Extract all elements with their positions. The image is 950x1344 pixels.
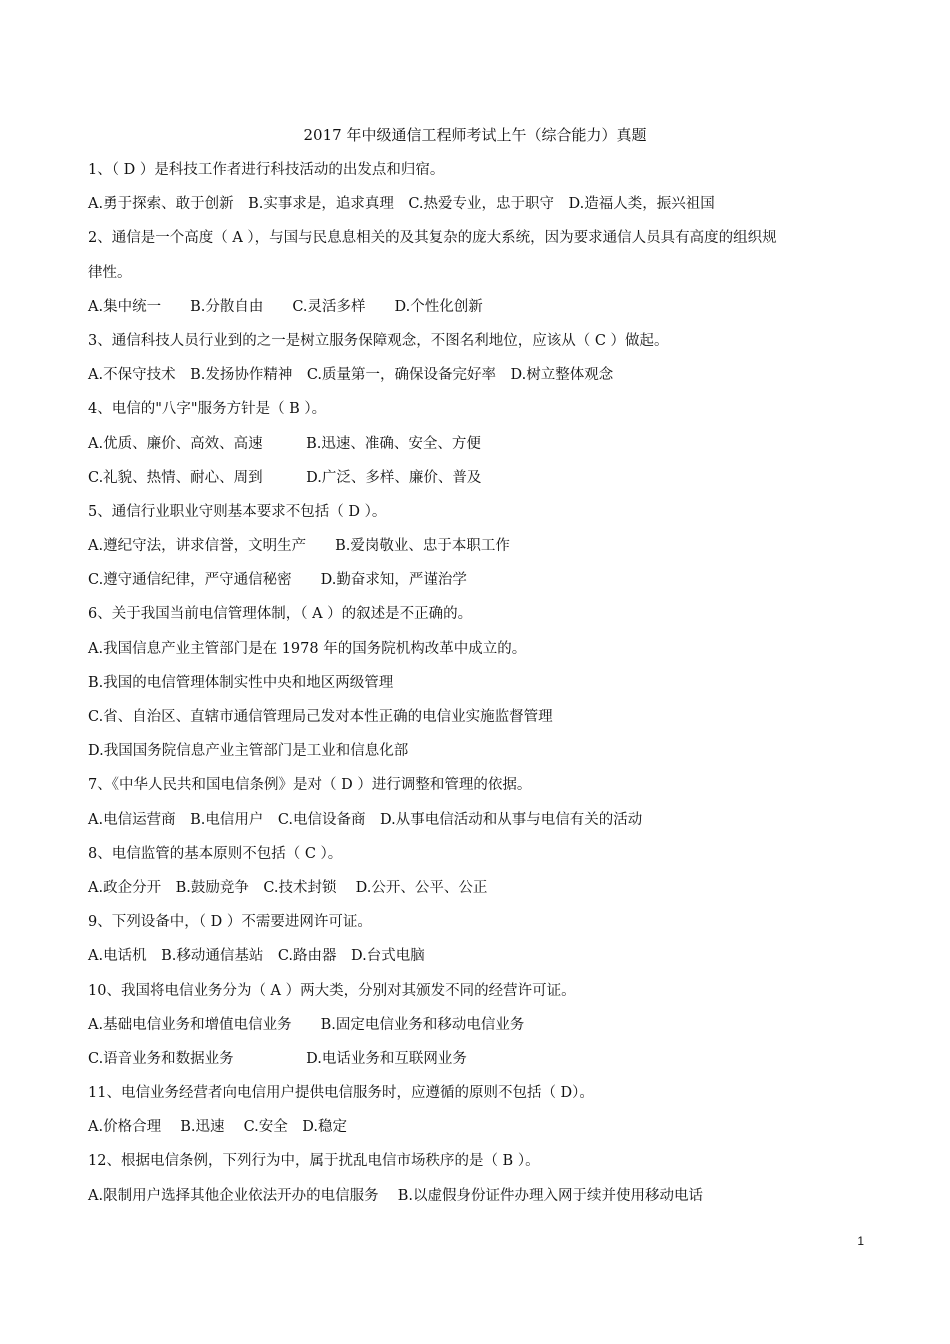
question-6-option-d: D.我国国务院信息产业主管部门是工业和信息化部: [88, 743, 409, 760]
question-12-options: A.限制用户选择其他企业依法开办的电信服务 B.以虚假身份证件办理入网于续并使用移动电话: [88, 1187, 703, 1204]
question-10: 10、我国将电信业务分为（ A ）两大类，分别对其颁发不同的经营许可证。: [88, 982, 576, 999]
page-number: 1: [857, 1234, 864, 1248]
question-4-options-cd: C.礼貌、热情、耐心、周到 D.广泛、多样、廉价、普及: [88, 469, 482, 486]
question-2: 2、通信是一个高度（ A ），与国与民息息相关的及其复杂的庞大系统，因为要求通信人员具有高度的组织规: [88, 230, 777, 247]
question-6: 6、关于我国当前电信管理体制，（ A ）的叙述是不正确的。: [88, 606, 473, 623]
question-4-options-ab: A.优质、廉价、高效、高速 B.迅速、准确、安全、方便: [88, 435, 481, 452]
question-list: [88, 158, 878, 1218]
question-11-options: A.价格合理 B.迅速 C.安全 D.稳定: [88, 1119, 347, 1136]
question-9-options: A.电话机 B.移动通信基站 C.路由器 D.台式电脑: [88, 948, 425, 965]
question-9: 9、下列设备中，（ D ）不需要进网许可证。: [88, 914, 372, 931]
question-2-options: A.集中统一 B.分散自由 C.灵活多样 D.个性化创新: [88, 298, 483, 315]
question-1: 1、（ D ）是科技工作者进行科技活动的出发点和归宿。: [88, 162, 445, 178]
page-title: 2017 年中级通信工程师考试上午（综合能力）真题: [303, 126, 647, 144]
question-4: 4、电信的"八字"服务方针是（ B ）。: [88, 401, 327, 418]
question-6-option-c: C.省、自治区、直辖市通信管理局己发对本性正确的电信业实施监督管理: [88, 709, 553, 725]
question-6-option-a: A.我国信息产业主管部门是在 1978 年的国务院机构改革中成立的。: [88, 640, 527, 657]
question-5-options-cd: C.遵守通信纪律，严守通信秘密 D.勤奋求知，严谨治学: [88, 572, 467, 589]
question-8: 8、电信监管的基本原则不包括（ C ）。: [88, 845, 343, 862]
question-5-options-ab: A.遵纪守法，讲求信誉，文明生产 B.爱岗敬业、忠于本职工作: [88, 538, 510, 555]
question-1-options: A.勇于探索、敢于创新 B.实事求是，追求真理 C.热爱专业，忠于职守 D.造福人类，振兴祖国: [88, 196, 715, 213]
question-10-options-ab: A.基础电信业务和增值电信业务 B.固定电信业务和移动电信业务: [88, 1016, 525, 1033]
question-3: 3、通信科技人员行业到的之一是树立服务保障观念，不图名利地位，应该从（ C ）做起。: [88, 332, 669, 349]
question-5: 5、通信行业职业守则基本要求不包括（ D ）。: [88, 503, 387, 520]
question-10-options-cd: C.语音业务和数据业务 D.电话业务和互联网业务: [88, 1050, 467, 1067]
question-11: 11、电信业务经营者向电信用户提供电信服务时，应遵循的原则不包括（ D）。: [88, 1085, 594, 1102]
question-3-options: A.不保守技术 B.发扬协作精神 C.质量第一，确保设备完好率 D.树立整体观念: [88, 367, 614, 384]
question-12: 12、根据电信条例，下列行为中，属于扰乱电信市场秩序的是（ B ）。: [88, 1153, 540, 1170]
question-7: 7、《中华人民共和国电信条例》是对（ D ）进行调整和管理的依据。: [88, 777, 532, 794]
question-8-options: A.政企分开 B.鼓励竞争 C.技术封锁 D.公开、公平、公正: [88, 879, 488, 896]
question-7-options: A.电信运营商 B.电信用户 C.电信设备商 D.从事电信活动和从事与电信有关的活动: [88, 811, 643, 828]
question-6-option-b: B.我国的电信管理体制实性中央和地区两级管理: [88, 674, 394, 691]
question-2-continued: 律性。: [88, 264, 132, 281]
